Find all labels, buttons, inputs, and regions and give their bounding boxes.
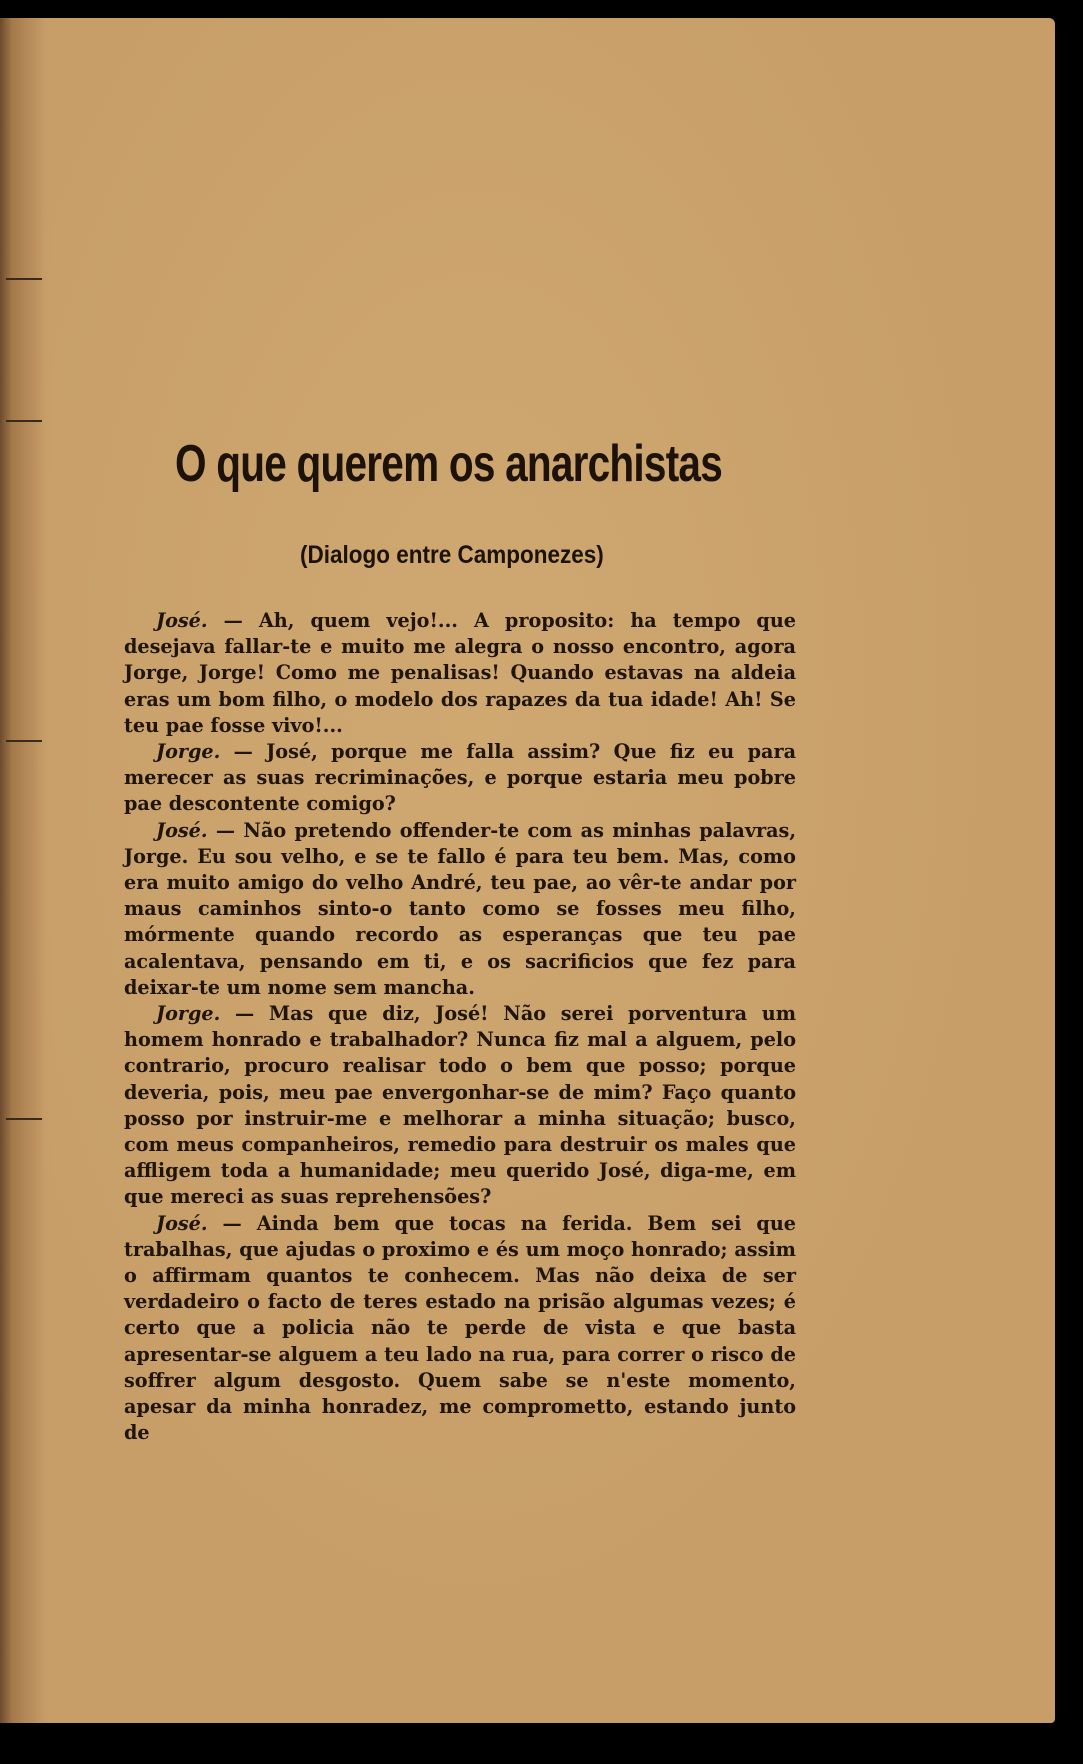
dialogue-body: [124, 608, 796, 1447]
dialogue-text: — Não pretendo offender-te com as minhas palavras, Jorge. Eu sou velho, e se te fallo é para teu bem. Mas, como era muito amigo do velho André, teu pae, ao vêr-te andar por maus caminhos sinto-o tanto como se fosses meu filho, mórmente quando recordo as esperanças que teu pae acalentava, pensando em ti, e os sacrificios que fez para deixar-te um nome sem mancha.: [124, 818, 796, 999]
speaker-name: José.: [156, 609, 208, 632]
page-binding-edge: [0, 18, 44, 1723]
binding-stitch: [6, 278, 42, 280]
dialogue-text: — Ainda bem que tocas na ferida. Bem sei que trabalhas, que ajudas o proximo e és um moço honrado; assim o affirmam quantos te conhecem. Mas não deixa de ser verdadeiro o facto de teres estado na prisão algumas vezes; é certo que a policia não te perde de vista e que basta apresentar-se alguem a teu lado na rua, para correr o risco de soffrer algum desgosto. Quem sabe se n'este momento, apesar da minha honradez, me comprometto, estando junto de: [124, 1211, 796, 1445]
binding-stitch: [6, 420, 42, 422]
speaker-name: Jorge.: [156, 1002, 221, 1026]
binding-stitch: [6, 1118, 42, 1120]
dialogue-text: — José, porque me falla assim? Que fiz eu para merecer as suas recriminações, e porque estaria meu pobre pae descontente comigo?: [124, 740, 796, 816]
dialogue-paragraph: [124, 1211, 796, 1447]
dialogue-paragraph: [124, 739, 796, 818]
speaker-name: José.: [156, 818, 208, 842]
dialogue-text: — Mas que diz, José! Não serei porventura um homem honrado e trabalhador? Nunca fiz mal a alguem, pelo contrario, procuro realisar todo o bem que posso; porque deveria, pois, meu pae envergonhar-se de mim? Faço quanto posso por instruir-me e melhorar a minha situação; busco, com meus companheiros, remedio para destruir os males que affligem toda a humanidade; meu querido José, diga-me, em que mereci as suas reprehensões?: [124, 1002, 796, 1209]
dialogue-paragraph: [124, 1001, 796, 1211]
dialogue-text: — Ah, quem vejo!... A proposito: ha tempo que desejava fallar-te e muito me alegra o nosso encontro, agora Jorge, Jorge! Como me penalisas! Quando estavas na aldeia eras um bom filho, o modelo dos rapazes da tua idade! Ah! Se teu pae fosse vivo!...: [124, 609, 796, 737]
binding-stitch: [6, 740, 42, 742]
dialogue-paragraph: [124, 818, 796, 1001]
page-title: O que querem os anarchistas: [175, 435, 722, 493]
speaker-name: José.: [156, 1211, 208, 1235]
speaker-name: Jorge.: [156, 740, 221, 764]
page-subtitle: (Dialogo entre Camponezes): [300, 541, 604, 569]
dialogue-paragraph: [124, 608, 796, 739]
